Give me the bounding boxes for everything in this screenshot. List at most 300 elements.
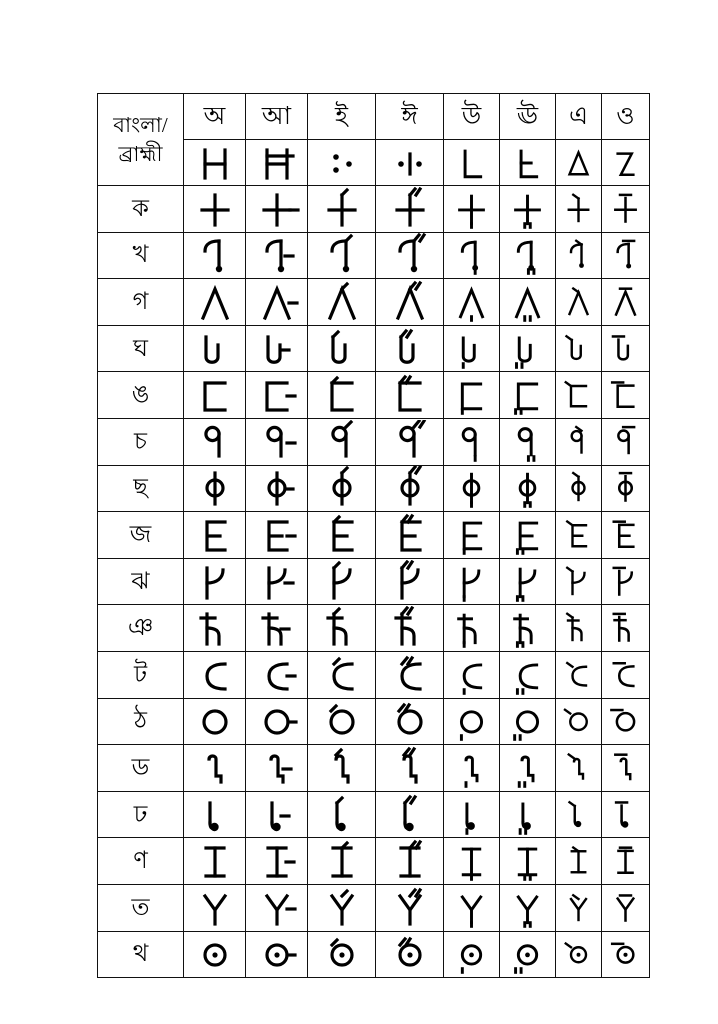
brahmi-dda-uu-cell [500,745,556,792]
table-row [98,465,650,512]
brahmi-dda-o-cell [602,745,650,792]
brahmi-ddha-ii-cell [376,791,444,838]
brahmi-nga-uu-cell [500,372,556,419]
brahmi-ka-ii-cell [376,186,444,233]
brahmi-dda-i-cell [308,745,376,792]
bengali-consonant-ga: গ [132,288,149,315]
brahmi-ja-e [556,512,601,558]
brahmi-gha-i [308,326,375,372]
bengali-brahmi-table [97,93,650,978]
brahmi-dda-e [556,745,601,791]
corner-header-cell [98,94,184,186]
bengali-vowel-e: এ [568,103,589,130]
brahmi-ta-u [444,885,499,931]
brahmi-nga-aa-cell [246,372,308,419]
brahmi-nna-aa [246,838,307,884]
bengali-vowel-u: উ [461,103,482,130]
brahmi-ja-u [444,512,499,558]
brahmi-tta-e [556,652,601,698]
brahmi-vowel-u-cell [444,140,500,186]
brahmi-tha-i [308,932,375,978]
brahmi-dda-u-cell [444,745,500,792]
brahmi-nga-uu [500,372,555,418]
brahmi-nga-ii [376,372,443,418]
vowel-header-e [556,94,602,140]
brahmi-jha-ii [376,559,443,605]
brahmi-tta-ii [376,652,443,698]
brahmi-kha-e-cell [556,232,602,279]
brahmi-ttha-e [556,699,601,745]
brahmi-nya-a-cell [184,605,246,652]
brahmi-nna-uu-cell [500,838,556,885]
consonant-label-nga [98,372,184,419]
brahmi-dda-uu [500,745,555,791]
brahmi-tta-u [444,652,499,698]
brahmi-nya-ii-cell [376,605,444,652]
table-body [98,94,650,978]
consonant-label-tha [98,931,184,978]
brahmi-nya-i-cell [308,605,376,652]
brahmi-ja-ii [376,512,443,558]
bengali-consonant-nya: ঞ [127,615,154,642]
brahmi-cha-o [602,466,649,512]
brahmi-ga-uu-cell [500,279,556,326]
brahmi-gha-a [184,326,245,372]
brahmi-vowel-uu [500,140,555,185]
brahmi-nga-i [308,372,375,418]
table-row [98,325,650,372]
brahmi-tta-uu [500,652,555,698]
brahmi-ja-a [184,512,245,558]
brahmi-dda-aa [246,745,307,791]
brahmi-gha-aa-cell [246,325,308,372]
brahmi-ca-uu-cell [500,418,556,465]
consonant-label-ga [98,279,184,326]
bengali-consonant-ta: ত [131,894,150,921]
brahmi-ca-a [184,419,245,465]
bengali-consonant-tta: ট [133,661,148,688]
brahmi-nya-e [556,605,601,651]
brahmi-cha-ii [376,466,443,512]
brahmi-cha-i-cell [308,465,376,512]
brahmi-ka-uu-cell [500,186,556,233]
bengali-consonant-nga: ঙ [131,382,150,409]
brahmi-tta-i-cell [308,651,376,698]
table-row [98,651,650,698]
brahmi-kha-ii [376,233,443,279]
brahmi-nga-i-cell [308,372,376,419]
brahmi-cha-u-cell [444,465,500,512]
bengali-consonant-ddha: ঢ [133,801,148,828]
brahmi-ddha-aa [246,792,307,838]
bengali-consonant-ttha: ঠ [134,708,147,735]
brahmi-jha-u-cell [444,558,500,605]
brahmi-gha-uu-cell [500,325,556,372]
brahmi-tta-uu-cell [500,651,556,698]
consonant-label-ddha [98,791,184,838]
brahmi-nga-e [556,372,601,418]
brahmi-ttha-i-cell [308,698,376,745]
brahmi-vowel-a-cell [184,140,246,186]
brahmi-ga-aa-cell [246,279,308,326]
brahmi-kha-i [308,233,375,279]
brahmi-jha-uu [500,559,555,605]
brahmi-ja-uu [500,512,555,558]
brahmi-tta-ii-cell [376,651,444,698]
brahmi-cha-aa [246,466,307,512]
brahmi-cha-u [444,466,499,512]
brahmi-jha-o [602,559,649,605]
brahmi-nna-e-cell [556,838,602,885]
table-row [98,186,650,233]
brahmi-ca-u-cell [444,418,500,465]
brahmi-kha-aa-cell [246,232,308,279]
brahmi-tha-ii [376,932,443,978]
brahmi-tta-i [308,652,375,698]
brahmi-kha-i-cell [308,232,376,279]
brahmi-tta-aa-cell [246,651,308,698]
bengali-consonant-cha: ছ [133,475,148,502]
brahmi-ka-ii [376,186,443,232]
brahmi-ca-o-cell [602,418,650,465]
brahmi-ddha-o-cell [602,791,650,838]
brahmi-nna-o-cell [602,838,650,885]
brahmi-dda-e-cell [556,745,602,792]
table-row [98,838,650,885]
vowel-header-row [98,94,650,140]
brahmi-ttha-uu [500,699,555,745]
brahmi-cha-a [184,466,245,512]
brahmi-gha-o [602,326,649,372]
brahmi-jha-o-cell [602,558,650,605]
brahmi-ka-e-cell [556,186,602,233]
brahmi-ca-uu [500,419,555,465]
brahmi-vowel-o-cell [602,140,650,186]
consonant-label-ka [98,186,184,233]
brahmi-ddha-e-cell [556,791,602,838]
table-row [98,931,650,978]
brahmi-kha-u [444,233,499,279]
bengali-consonant-gha: ঘ [133,335,148,362]
brahmi-nya-o [602,605,649,651]
corner-label-brahmi: ব্রাহ্মী [118,142,163,166]
brahmi-ja-u-cell [444,512,500,559]
brahmi-nga-ii-cell [376,372,444,419]
brahmi-gha-ii [376,326,443,372]
brahmi-nna-a [184,838,245,884]
brahmi-ga-uu [500,279,555,325]
brahmi-ca-o [602,419,649,465]
table-row [98,791,650,838]
brahmi-ja-i [308,512,375,558]
brahmi-ga-ii-cell [376,279,444,326]
brahmi-jha-aa-cell [246,558,308,605]
consonant-label-ja [98,512,184,559]
brahmi-dda-a-cell [184,745,246,792]
table-row [98,558,650,605]
brahmi-tha-a [184,932,245,978]
brahmi-ca-i-cell [308,418,376,465]
brahmi-jha-e [556,559,601,605]
vowel-header-i [308,94,376,140]
brahmi-ja-uu-cell [500,512,556,559]
consonant-label-kha [98,232,184,279]
brahmi-ta-i [308,885,375,931]
brahmi-nna-u [444,838,499,884]
brahmi-ga-e [556,279,601,325]
consonant-label-ttha [98,698,184,745]
brahmi-ddha-e [556,792,601,838]
brahmi-nga-e-cell [556,372,602,419]
brahmi-ca-aa [246,419,307,465]
brahmi-ga-a-cell [184,279,246,326]
syllabary-chart [97,93,635,978]
brahmi-ka-a-cell [184,186,246,233]
brahmi-ka-i-cell [308,186,376,233]
table-row [98,372,650,419]
brahmi-ja-ii-cell [376,512,444,559]
bengali-vowel-i: ই [334,103,348,130]
brahmi-cha-ii-cell [376,465,444,512]
brahmi-gha-o-cell [602,325,650,372]
brahmi-kha-uu-cell [500,232,556,279]
brahmi-gha-i-cell [308,325,376,372]
brahmi-gha-u-cell [444,325,500,372]
brahmi-tta-o [602,652,649,698]
brahmi-ta-aa [246,885,307,931]
brahmi-ga-aa [246,279,307,325]
brahmi-ga-i [308,279,375,325]
corner-label-bengali: বাংলা/ [113,112,168,137]
brahmi-kha-o-cell [602,232,650,279]
brahmi-ja-a-cell [184,512,246,559]
brahmi-tta-o-cell [602,651,650,698]
brahmi-ka-i [308,186,375,232]
vowel-header-uu [500,94,556,140]
brahmi-gha-ii-cell [376,325,444,372]
brahmi-ta-o-cell [602,884,650,931]
brahmi-vowel-aa [246,140,307,185]
brahmi-gha-aa [246,326,307,372]
brahmi-ta-a-cell [184,884,246,931]
brahmi-ka-u-cell [444,186,500,233]
brahmi-kha-a-cell [184,232,246,279]
brahmi-jha-i-cell [308,558,376,605]
brahmi-vowel-u [444,140,499,185]
brahmi-ddha-aa-cell [246,791,308,838]
brahmi-nya-i [308,605,375,651]
brahmi-tha-o-cell [602,931,650,978]
brahmi-ca-e [556,419,601,465]
brahmi-jha-a [184,559,245,605]
table-row [98,279,650,326]
brahmi-ka-aa [246,186,307,232]
bengali-consonant-dda: ড [131,754,150,781]
vowel-header-o [602,94,650,140]
vowel-header-u [444,94,500,140]
brahmi-dda-i [308,745,375,791]
table-row [98,418,650,465]
brahmi-ddha-ii [376,792,443,838]
brahmi-tha-ii-cell [376,931,444,978]
brahmi-ttha-a-cell [184,698,246,745]
brahmi-kha-o [602,233,649,279]
brahmi-nya-u [444,605,499,651]
table-row [98,884,650,931]
brahmi-tha-o [602,932,649,978]
brahmi-tha-a-cell [184,931,246,978]
brahmi-ttha-aa [246,699,307,745]
brahmi-ta-u-cell [444,884,500,931]
table-row [98,512,650,559]
brahmi-vowel-i [308,140,375,185]
brahmi-dda-o [602,745,649,791]
brahmi-ja-e-cell [556,512,602,559]
brahmi-kha-ii-cell [376,232,444,279]
brahmi-ja-aa [246,512,307,558]
brahmi-ttha-aa-cell [246,698,308,745]
brahmi-ca-ii [376,419,443,465]
consonant-label-dda [98,745,184,792]
brahmi-ga-o [602,279,649,325]
bengali-consonant-kha: খ [132,242,149,269]
brahmi-tha-aa-cell [246,931,308,978]
brahmi-tha-e-cell [556,931,602,978]
brahmi-cha-uu [500,466,555,512]
brahmi-ja-aa-cell [246,512,308,559]
brahmi-ta-i-cell [308,884,376,931]
brahmi-ca-aa-cell [246,418,308,465]
brahmi-ta-aa-cell [246,884,308,931]
consonant-label-tta [98,651,184,698]
brahmi-nya-aa-cell [246,605,308,652]
brahmi-ttha-e-cell [556,698,602,745]
brahmi-ca-ii-cell [376,418,444,465]
brahmi-nya-a [184,605,245,651]
brahmi-ta-uu [500,885,555,931]
brahmi-tha-u-cell [444,931,500,978]
brahmi-ka-u [444,186,499,232]
brahmi-ga-a [184,279,245,325]
brahmi-ttha-ii [376,699,443,745]
brahmi-ddha-a [184,792,245,838]
brahmi-kha-u-cell [444,232,500,279]
brahmi-nna-o [602,838,649,884]
brahmi-ka-e [556,186,601,232]
brahmi-gha-e [556,326,601,372]
brahmi-ka-o [602,186,649,232]
brahmi-nna-a-cell [184,838,246,885]
brahmi-tha-aa [246,932,307,978]
brahmi-cha-a-cell [184,465,246,512]
brahmi-tha-e [556,932,601,978]
brahmi-tha-i-cell [308,931,376,978]
brahmi-vowel-uu-cell [500,140,556,186]
brahmi-ttha-a [184,699,245,745]
brahmi-vowel-a [184,140,245,185]
brahmi-vowel-o [602,140,649,185]
brahmi-vowel-i-cell [308,140,376,186]
vowel-header-a [184,94,246,140]
brahmi-ddha-u [444,792,499,838]
brahmi-ca-e-cell [556,418,602,465]
brahmi-kha-aa [246,233,307,279]
bengali-consonant-ja: জ [129,521,152,548]
brahmi-ttha-u [444,699,499,745]
brahmi-vowel-aa-cell [246,140,308,186]
brahmi-nna-i [308,838,375,884]
brahmi-ttha-o-cell [602,698,650,745]
brahmi-tha-uu-cell [500,931,556,978]
brahmi-gha-uu [500,326,555,372]
brahmi-jha-aa [246,559,307,605]
brahmi-nya-o-cell [602,605,650,652]
brahmi-ga-u [444,279,499,325]
brahmi-dda-a [184,745,245,791]
brahmi-tta-a-cell [184,651,246,698]
brahmi-nga-u [444,372,499,418]
brahmi-ta-e-cell [556,884,602,931]
brahmi-vowel-ii-cell [376,140,444,186]
brahmi-nna-aa-cell [246,838,308,885]
table-row [98,232,650,279]
brahmi-ka-a [184,186,245,232]
brahmi-ttha-o [602,699,649,745]
brahmi-jha-e-cell [556,558,602,605]
brahmi-cha-aa-cell [246,465,308,512]
brahmi-ga-u-cell [444,279,500,326]
brahmi-kha-e [556,233,601,279]
bengali-consonant-ca: চ [134,428,147,455]
brahmi-ga-o-cell [602,279,650,326]
brahmi-cha-uu-cell [500,465,556,512]
brahmi-nga-a [184,372,245,418]
brahmi-nya-aa [246,605,307,651]
brahmi-nga-u-cell [444,372,500,419]
brahmi-jha-a-cell [184,558,246,605]
brahmi-jha-u [444,559,499,605]
consonant-label-nya [98,605,184,652]
brahmi-ja-o [602,512,649,558]
brahmi-ddha-uu-cell [500,791,556,838]
brahmi-jha-uu-cell [500,558,556,605]
table-row [98,745,650,792]
brahmi-cha-o-cell [602,465,650,512]
brahmi-nna-ii-cell [376,838,444,885]
brahmi-ca-u [444,419,499,465]
brahmi-tha-uu [500,932,555,978]
brahmi-ja-o-cell [602,512,650,559]
brahmi-nya-uu [500,605,555,651]
brahmi-tha-u [444,932,499,978]
consonant-label-jha [98,558,184,605]
brahmi-vowel-ii [376,140,443,185]
brahmi-ta-ii-cell [376,884,444,931]
brahmi-gha-a-cell [184,325,246,372]
brahmi-nga-a-cell [184,372,246,419]
consonant-label-ca [98,418,184,465]
brahmi-vowel-e-cell [556,140,602,186]
brahmi-cha-e [556,466,601,512]
brahmi-vowel-e [556,140,601,185]
brahmi-tta-aa [246,652,307,698]
brahmi-ddha-a-cell [184,791,246,838]
bengali-vowel-aa: আ [261,103,292,130]
brahmi-nna-i-cell [308,838,376,885]
bengali-consonant-nna: ণ [133,848,148,875]
brahmi-ta-a [184,885,245,931]
brahmi-ttha-i [308,699,375,745]
